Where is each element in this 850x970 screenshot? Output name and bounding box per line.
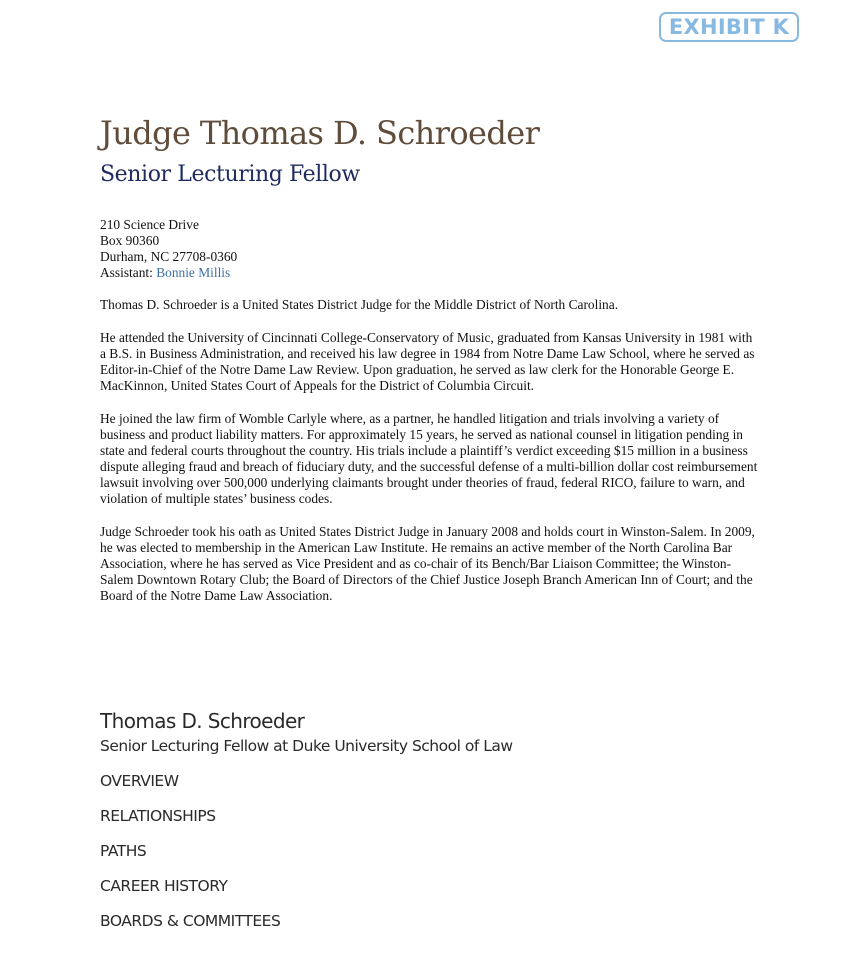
address-line: Durham, NC 27708-0360	[100, 249, 238, 264]
assistant-line	[100, 265, 237, 281]
assistant-label: Assistant:	[100, 265, 153, 280]
address-line: 210 Science Drive	[100, 217, 199, 232]
assistant-link[interactable]: Bonnie Millis	[156, 265, 231, 280]
nav-relationships[interactable]: RELATIONSHIPS	[100, 807, 216, 825]
profile-name: Thomas D. Schroeder	[100, 709, 305, 733]
address-line: Box 90360	[100, 233, 160, 248]
nav-career-history[interactable]: CAREER HISTORY	[100, 877, 228, 895]
nav-overview[interactable]: OVERVIEW	[100, 772, 179, 790]
nav-paths[interactable]: PATHS	[100, 842, 147, 860]
bio-paragraph: He attended the University of Cincinnati College-Conservatory of Music, graduated from Kansas University in 1981 with a B.S. in Business Administration, and received his law degree in 1984 from Notre Dame Law School, where he served as Editor-in-Chief of the Notre Dame Law Review. Upon graduation, he served as law clerk for the Honorable George E. MacKinnon, United States Court of Appeals for the District of Columbia Circuit.	[100, 330, 755, 393]
profile-subtitle: Senior Lecturing Fellow at Duke University School of Law	[100, 737, 513, 755]
page-title: Judge Thomas D. Schroeder	[100, 114, 540, 152]
bio-paragraph: Thomas D. Schroeder is a United States District Judge for the Middle District of North Carolina.	[100, 297, 619, 312]
address-block	[100, 217, 237, 281]
exhibit-stamp: EXHIBIT K	[659, 12, 799, 42]
nav-boards-committees[interactable]: BOARDS & COMMITTEES	[100, 912, 281, 930]
bio-paragraph: Judge Schroeder took his oath as United States District Judge in January 2008 and holds court in Winston-Salem. In 2009, he was elected to membership in the American Law Institute. He remains an active member of the North Carolina Bar Association, where he has served as Vice President and as co-chair of its Bench/Bar Liaison Committee; the Winston-Salem Downtown Rotary Club; the Board of Directors of the Chief Justice Joseph Branch American Inn of Court; and the Board of the Notre Dame Law Association.	[100, 524, 755, 603]
page-subtitle: Senior Lecturing Fellow	[100, 162, 360, 187]
bio-paragraph: He joined the law firm of Womble Carlyle where, as a partner, he handled litigation and trials involving a variety of business and product liability matters. For approximately 15 years, he served as national counsel in litigation pending in state and federal courts throughout the country. His trials include a plaintiff’s verdict exceeding $15 million in a business dispute alleging fraud and breach of fiduciary duty, and the successful defense of a multi-billion dollar cost reimbursement lawsuit involving over 500,000 underlying claimants brought under theories of fraud, federal RICO, failure to warn, and violation of multiple states’ business codes.	[100, 411, 758, 506]
